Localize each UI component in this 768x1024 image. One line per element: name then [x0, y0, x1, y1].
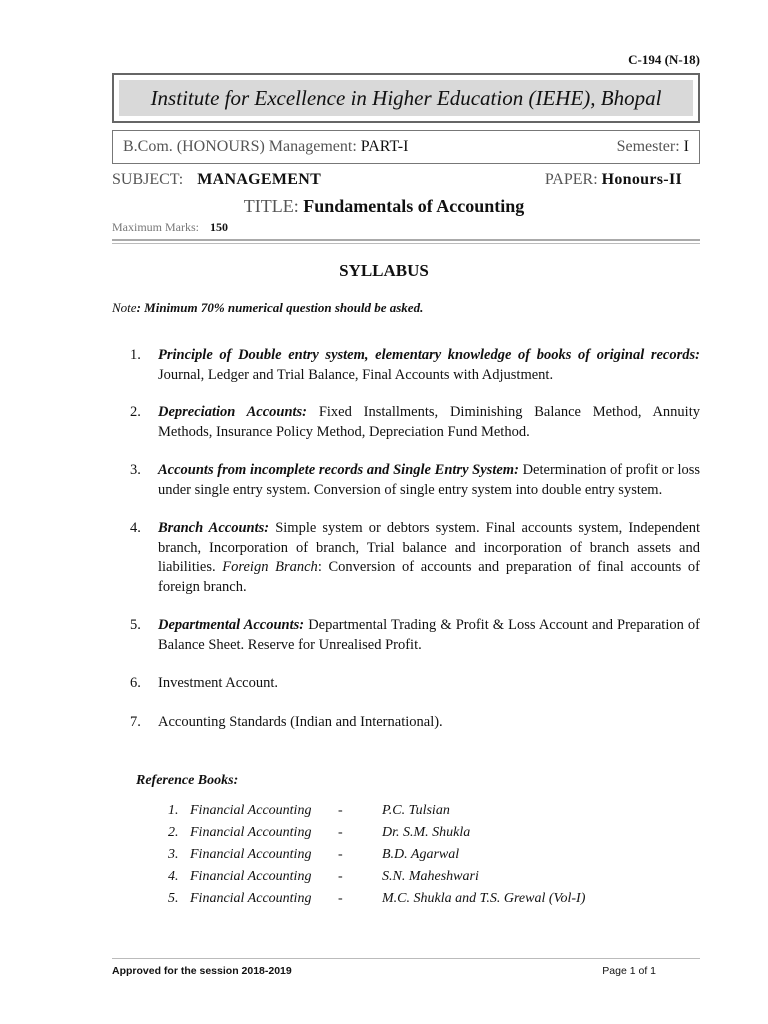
topic-italic-term: Foreign Branch — [222, 559, 318, 575]
reference-title: Financial Accounting — [190, 847, 312, 862]
topic-body — [158, 713, 700, 733]
marks-value: 150 — [210, 220, 228, 234]
note-label: Note — [112, 300, 137, 315]
reference-dash: - — [338, 825, 343, 840]
topic-text: Accounting Standards (Indian and International). — [158, 713, 443, 730]
reference-dash: - — [338, 869, 343, 884]
reference-title: Financial Accounting — [190, 803, 312, 818]
reference-dash: - — [338, 847, 343, 862]
reference-item — [168, 822, 585, 844]
topic-body — [158, 403, 700, 442]
topic-item — [130, 674, 700, 694]
topic-text: Fixed Installments, Diminishing Balance Method, Annuity Methods, Insurance Policy Method, Depreciation Fund Method. — [158, 404, 700, 440]
reference-dash: - — [338, 891, 343, 906]
topic-number: 5. — [130, 617, 141, 633]
topic-text-continued: : Conversion of accounts and preparation of final accounts of foreign branch. — [158, 559, 700, 595]
course-title — [0, 196, 768, 217]
institute-title: Institute for Excellence in Higher Education (IEHE), Bhopal — [119, 80, 693, 116]
title-value: Fundamentals of Accounting — [303, 196, 525, 216]
reference-author: M.C. Shukla and T.S. Grewal (Vol-I) — [382, 891, 586, 906]
subject-info — [112, 171, 321, 189]
topic-heading: Principle of Double entry system, elementary knowledge of books of original records: — [158, 347, 700, 363]
topic-body — [158, 616, 700, 655]
course-info — [123, 138, 408, 156]
reference-list — [168, 800, 585, 910]
header-divider-thin — [112, 243, 700, 244]
reference-number: 1. — [168, 803, 179, 818]
footer — [112, 965, 656, 977]
reference-item — [168, 800, 585, 822]
topic-item — [130, 403, 700, 442]
topic-text: Determination of profit or loss under single entry system. Conversion of single entry system into double entry system. — [158, 462, 701, 498]
page-number: Page 1 of 1 — [602, 965, 656, 977]
marks-label: Maximum Marks: — [112, 220, 199, 234]
topic-text: Journal, Ledger and Trial Balance, Final Accounts with Adjustment. — [158, 366, 554, 383]
title-label: TITLE: — [243, 196, 299, 216]
topic-text: Departmental Trading & Profit & Loss Account and Preparation of Balance Sheet. Reserve for Unrealised Profit. — [158, 617, 700, 653]
topic-item — [130, 519, 700, 597]
semester-info — [617, 138, 689, 156]
reference-title: Financial Accounting — [190, 825, 312, 840]
approval-note: Approved for the session 2018-2019 — [112, 965, 292, 977]
topic-item — [130, 713, 700, 733]
semester-label: Semester: — [616, 138, 680, 155]
reference-item — [168, 888, 585, 910]
semester-value: I — [683, 138, 689, 155]
topic-body — [158, 519, 700, 597]
header-divider — [112, 239, 700, 241]
institute-title-box — [112, 73, 700, 123]
reference-author: P.C. Tulsian — [382, 803, 450, 818]
topic-body — [158, 461, 700, 500]
topic-text: Investment Account. — [158, 675, 279, 691]
topic-list — [130, 346, 700, 732]
course-part: PART-I — [360, 138, 409, 155]
topic-item — [130, 346, 700, 385]
paper-info — [545, 171, 682, 189]
topic-heading: Accounts from incomplete records and Single Entry System: — [158, 462, 519, 478]
reference-title: Financial Accounting — [190, 869, 312, 884]
topic-body — [158, 346, 700, 385]
document-code: C-194 (N-18) — [628, 52, 700, 67]
course-box — [112, 130, 700, 164]
reference-number: 5. — [168, 891, 179, 906]
topic-body — [158, 674, 700, 694]
reference-number: 4. — [168, 869, 179, 884]
reference-author: S.N. Maheshwari — [382, 869, 479, 884]
note — [112, 300, 423, 316]
reference-number: 2. — [168, 825, 179, 840]
reference-item — [168, 866, 585, 888]
reference-author: Dr. S.M. Shukla — [382, 825, 471, 840]
reference-author: B.D. Agarwal — [382, 847, 460, 862]
reference-number: 3. — [168, 847, 179, 862]
topic-heading: Depreciation Accounts: — [158, 404, 308, 420]
topic-number: 7. — [130, 713, 141, 730]
reference-dash: - — [338, 803, 343, 818]
footer-divider — [112, 958, 700, 959]
topic-item — [130, 616, 700, 655]
note-text: : Minimum 70% numerical question should be asked. — [136, 300, 424, 315]
reference-title: Financial Accounting — [190, 891, 312, 906]
subject-row — [112, 171, 682, 189]
syllabus-heading: SYLLABUS — [339, 261, 429, 280]
course-label: B.Com. (HONOURS) Management: — [123, 138, 357, 155]
topic-number: 2. — [130, 404, 141, 420]
subject-value: MANAGEMENT — [197, 171, 322, 188]
topic-heading: Branch Accounts: — [158, 520, 270, 536]
reference-item — [168, 844, 585, 866]
topic-number: 6. — [130, 675, 141, 691]
paper-value: Honours-II — [601, 171, 682, 188]
subject-label: SUBJECT: — [112, 171, 184, 188]
topic-number: 4. — [130, 520, 141, 536]
reference-heading: Reference Books: — [136, 773, 239, 788]
topic-heading: Departmental Accounts: — [158, 617, 305, 633]
maximum-marks — [112, 220, 228, 235]
topic-number: 3. — [130, 462, 141, 478]
topic-text: Simple system or debtors system. Final accounts system, Independent branch, Incorporation of branch, Trial balance and incorporation of branch assets and liabilities. — [158, 520, 701, 575]
topic-number: 1. — [130, 347, 141, 363]
topic-item — [130, 461, 700, 500]
paper-label: PAPER: — [544, 171, 598, 188]
